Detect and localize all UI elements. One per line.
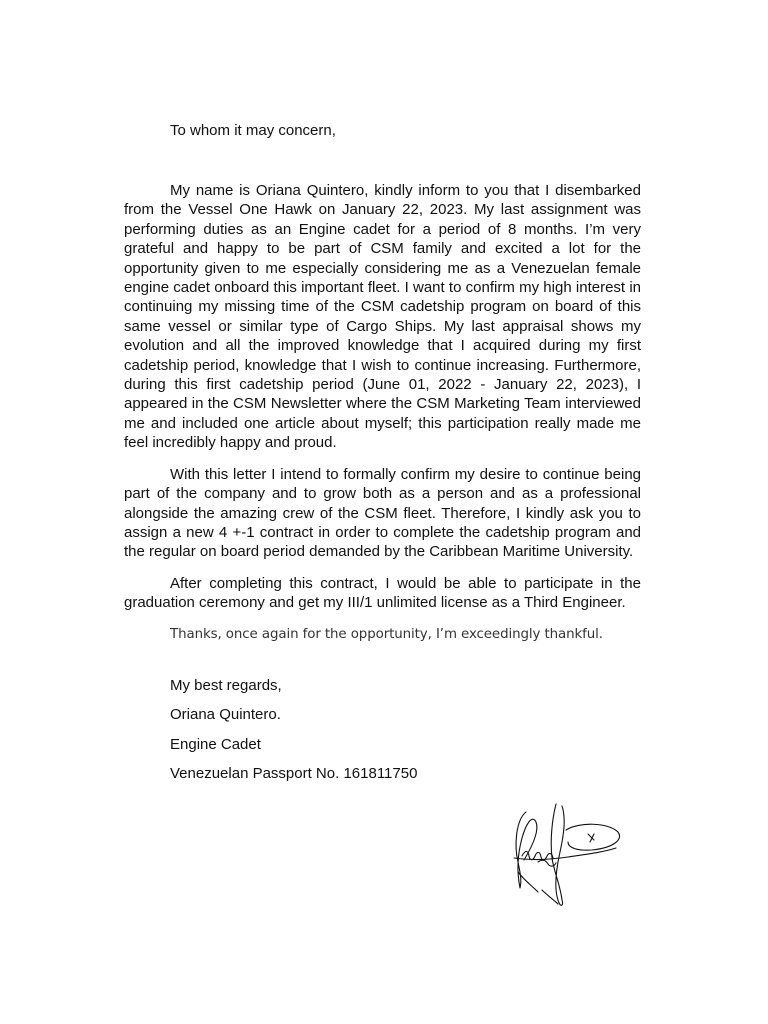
paragraph-thanks: Thanks, once again for the opportunity, I’m exceedingly thankful. <box>170 626 603 642</box>
paragraph-introduction: My name is Oriana Quintero, kindly inform to you that I disembarked from the Vessel One Hawk on January 22, 2023. My last assignment was performing duties as an Engine cadet for a period of 8 months. I’m very grateful and happy to be part of CSM family and excited a lot for the opportunity given to me especially considering me as a Venezuelan female engine cadet onboard this important fleet. I want to confirm my high interest in continuing my missing time of the CSM cadetship program on board of this same vessel or similar type of Cargo Ships. My last appraisal shows my evolution and all the improved knowledge that I acquired during my first cadetship period, knowledge that I wish to continue increasing. Furthermore, during this first cadetship period (June 01, 2022 - January 22, 2023), I appeared in the CSM Newsletter where the CSM Marketing Team interviewed me and included one article about myself; this participation really made me feel incredibly happy and proud. <box>124 182 641 452</box>
closing-regards: My best regards, <box>170 677 282 694</box>
sender-position: Engine Cadet <box>170 735 261 753</box>
letter-body <box>124 181 641 656</box>
closing-block <box>170 676 417 794</box>
sender-passport: Venezuelan Passport No. 161811750 <box>170 765 418 783</box>
paragraph-request: With this letter I intend to formally confirm my desire to continue being part of the company and to grow both as a person and as a professional alongside the amazing crew of the CSM fleet. Therefore, I kindly ask you to assign a new 4 +-1 contract in order to complete the cadetship program and the regular on board period demanded by the Caribbean Maritime University. <box>124 465 641 561</box>
salutation: To whom it may concern, <box>170 122 336 139</box>
sender-name: Oriana Quintero. <box>170 706 281 724</box>
handwritten-signature <box>508 800 623 910</box>
paragraph-graduation: After completing this contract, I would be able to participate in the graduation ceremony and get my III/1 unlimited license as a Third Engineer. <box>124 574 641 612</box>
